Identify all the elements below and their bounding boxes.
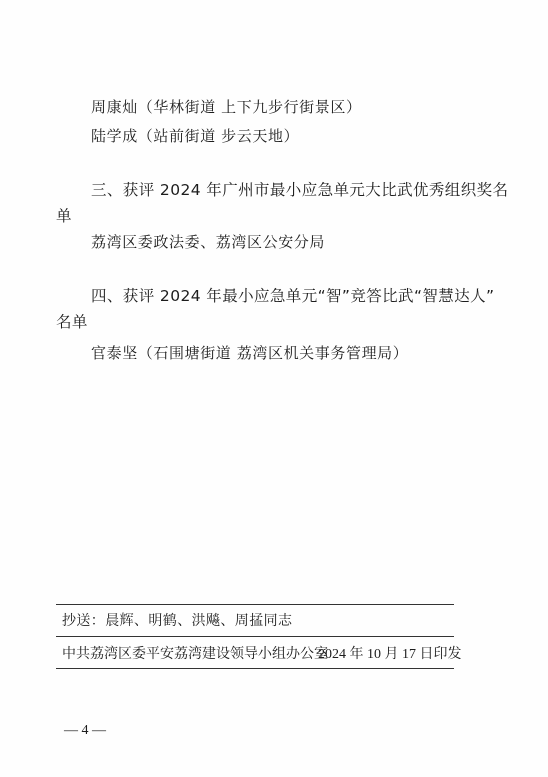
section-4-entry: 官泰坚（石围塘街道 荔湾区机关事务管理局） <box>91 344 409 362</box>
section-3-entry: 荔湾区委政法委、荔湾区公安分局 <box>91 233 326 251</box>
footer-middle-rule <box>56 636 454 637</box>
section-4-heading-continued: 名单 <box>56 313 88 331</box>
issue-date: 2024 年 10 月 17 日印发 <box>318 647 462 662</box>
section-4-heading: 四、获评 2024 年最小应急单元“智”竞答比武“智慧达人” <box>91 287 495 305</box>
cc-line: 抄送：晨辉、明鹤、洪飚、周掹同志 <box>62 613 293 629</box>
section-3-heading: 三、获评 2024 年广州市最小应急单元大比武优秀组织奖名 <box>91 181 509 199</box>
award-entry-lu: 陆学成（站前街道 步云天地） <box>91 127 300 145</box>
section-3-heading-continued: 单 <box>56 207 72 225</box>
footer-bottom-rule <box>56 668 454 669</box>
issuer-office: 中共荔湾区委平安荔湾建设领导小组办公室 <box>62 647 328 662</box>
page-number: — 4 — <box>64 723 106 738</box>
footer-top-rule <box>56 604 454 605</box>
award-entry-zhou: 周康灿（华林街道 上下九步行街景区） <box>91 98 362 116</box>
